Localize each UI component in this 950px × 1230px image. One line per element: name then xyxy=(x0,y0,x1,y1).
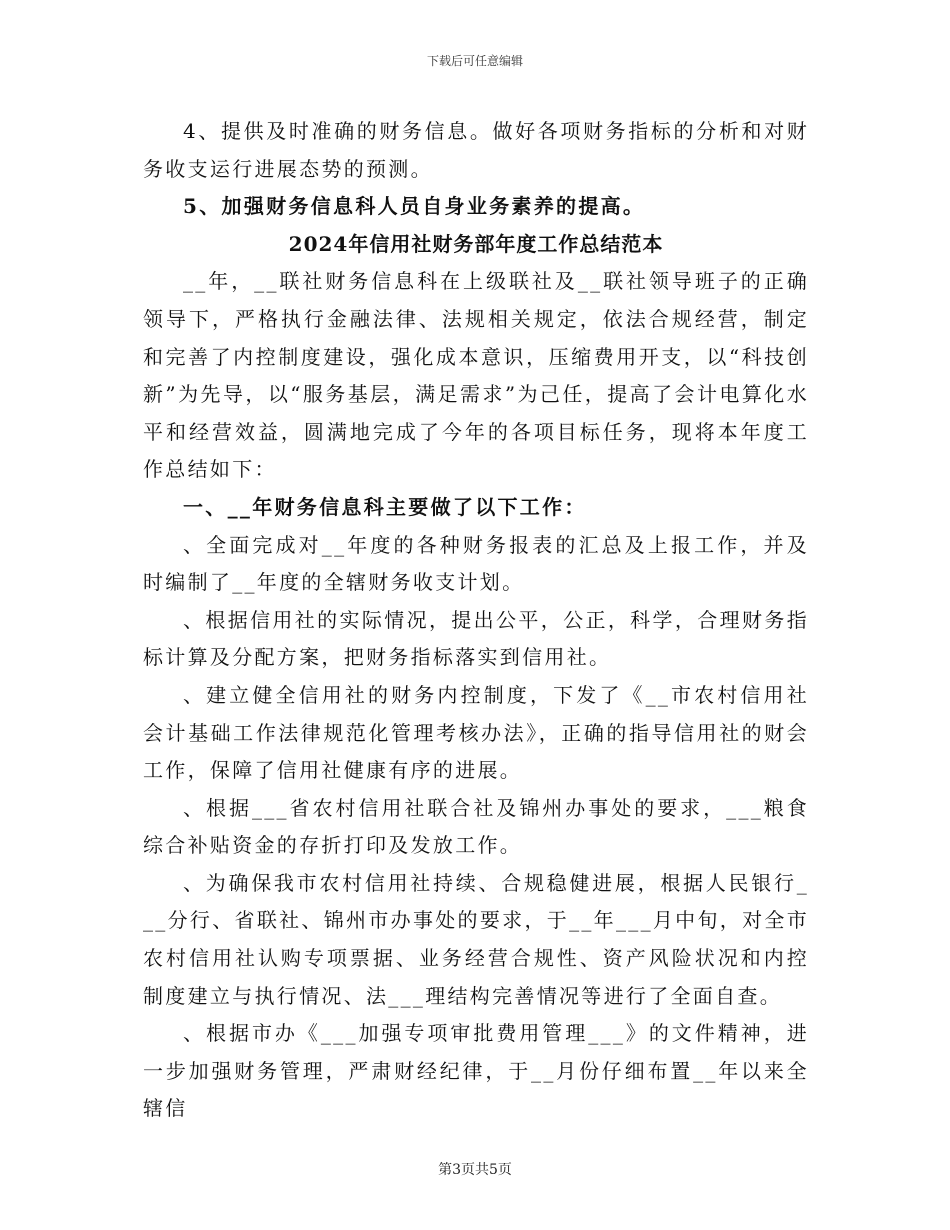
page-header: 下载后可任意编辑 xyxy=(426,54,523,68)
work-item-paragraph: 、建立健全信用社的财务内控制度，下发了《__市农村信用社会计基础工作法律规范化管理考核办法》，正确的指导信用社的财会工作，保障了信用社健康有序的进展。 xyxy=(143,682,809,783)
intro-paragraph: __年，__联社财务信息科在上级联社及__联社领导班子的正确领导下，严格执行金融法律、法规相关规定，依法合规经营，制定和完善了内控制度建设，强化成本意识，压缩费用开支，以“科技创新”为先导，以“服务基层，满足需求”为己任，提高了会计电算化水平和经营效益，圆满地完成了今年的各项目标任务，现将本年度工作总结如下： xyxy=(143,269,809,482)
page-footer: 第3页共5页 xyxy=(438,1162,512,1178)
section-heading: 一、__年财务信息科主要做了以下工作： xyxy=(183,494,587,519)
document-body xyxy=(143,113,809,1128)
work-item-paragraph: 、根据___省农村信用社联合社及锦州办事处的要求，___粮食综合补贴资金的存折打印及发放工作。 xyxy=(143,795,809,858)
work-item-paragraph: 、根据市办《___加强专项审批费用管理___》的文件精神，进一步加强财务管理，严肃财经纪律，于__月份仔细布置__年以来全辖信 xyxy=(143,1021,809,1121)
paragraph-item-4: 4、提供及时准确的财务信息。做好各项财务指标的分析和对财务收支运行进展态势的预测。 xyxy=(143,119,809,181)
work-item-paragraph: 、全面完成对__年度的各种财务报表的汇总及上报工作，并及时编制了__年度的全辖财务收支计划。 xyxy=(143,532,809,595)
work-item-paragraph: 、根据信用社的实际情况，提出公平，公正，科学，合理财务指标计算及分配方案，把财务指标落实到信用社。 xyxy=(143,607,809,670)
paragraph-item-5: 5、加强财务信息科人员自身业务素养的提高。 xyxy=(183,194,646,219)
document-title: 2024年信用社财务部年度工作总结范本 xyxy=(288,231,664,256)
work-item-paragraph: 、为确保我市农村信用社持续、合规稳健进展，根据人民银行___分行、省联社、锦州市办事处的要求，于__年___月中旬，对全市农村信用社认购专项票据、业务经营合规性、资产风险状况和内控制度建立与执行情况、法___理结构完善情况等进行了全面自查。 xyxy=(143,870,809,1008)
